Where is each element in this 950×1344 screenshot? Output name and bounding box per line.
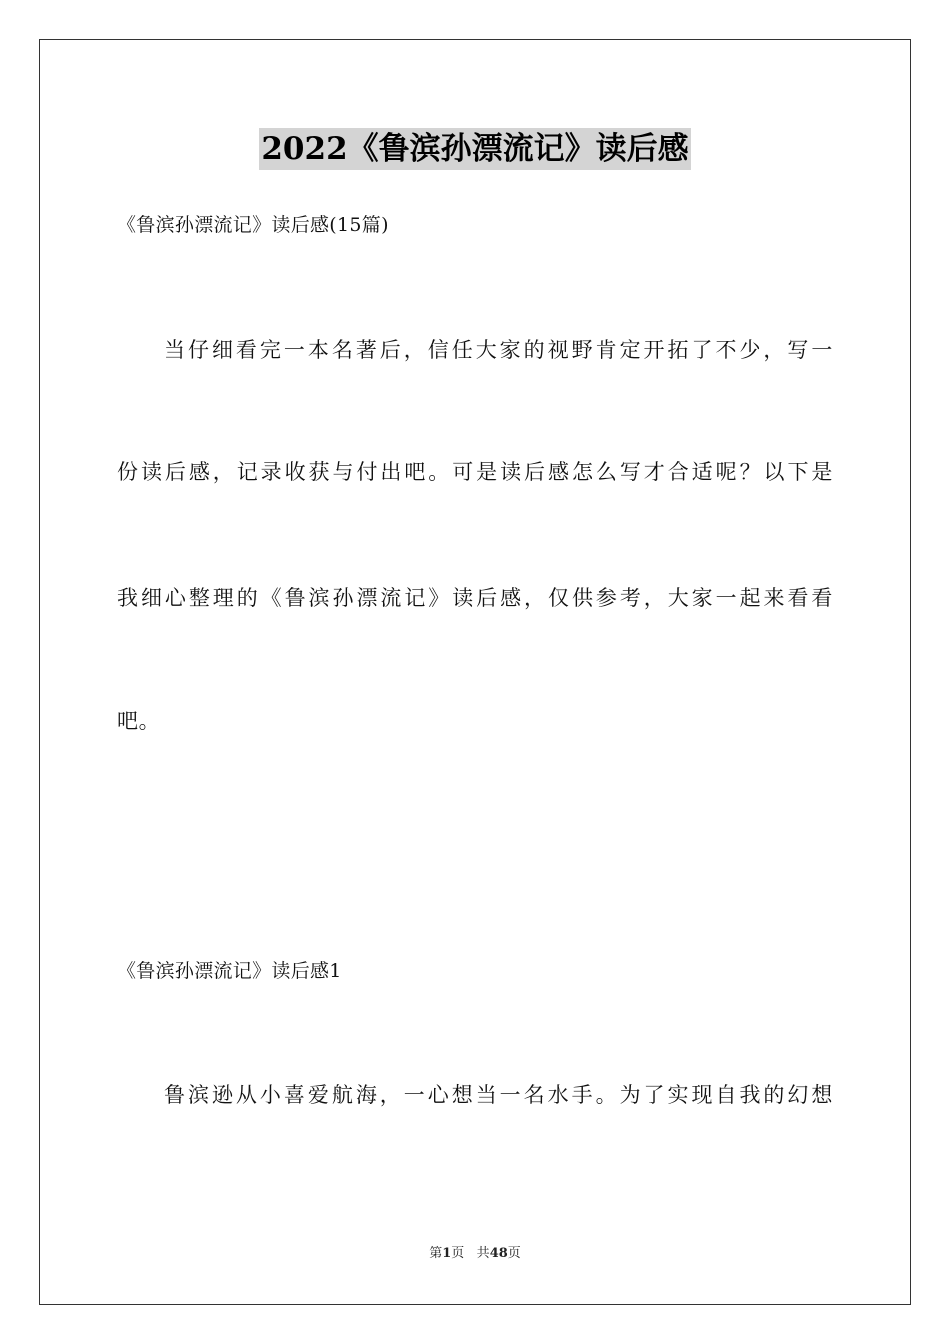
- intro-paragraph-line-1: 当仔细看完一本名著后，信任大家的视野肯定开拓了不少，写一: [164, 338, 833, 362]
- document-subtitle: 《鲁滨孙漂流记》读后感(15篇): [117, 214, 389, 236]
- footer-page-suffix: 页: [451, 1246, 465, 1261]
- footer-total-suffix: 页: [507, 1246, 521, 1261]
- footer-page-number: 1: [442, 1246, 452, 1261]
- footer-total-prefix: 共: [476, 1246, 490, 1261]
- footer-total-pages: 48: [489, 1246, 508, 1261]
- title-container: [0, 128, 950, 170]
- section-heading: 《鲁滨孙漂流记》读后感1: [117, 960, 342, 982]
- intro-paragraph-line-2: 份读后感，记录收获与付出吧。可是读后感怎么写才合适呢？以下是: [117, 460, 833, 484]
- document-title: 2022《鲁滨孙漂流记》读后感: [259, 128, 690, 170]
- intro-paragraph-line-3: 我细心整理的《鲁滨孙漂流记》读后感，仅供参考，大家一起来看看: [117, 586, 833, 610]
- intro-paragraph-line-4: 吧。: [117, 709, 161, 733]
- footer-page-prefix: 第: [429, 1246, 443, 1261]
- section-paragraph-line-1: 鲁滨逊从小喜爱航海，一心想当一名水手。为了实现自我的幻想: [164, 1083, 833, 1107]
- page-footer: [0, 1244, 950, 1264]
